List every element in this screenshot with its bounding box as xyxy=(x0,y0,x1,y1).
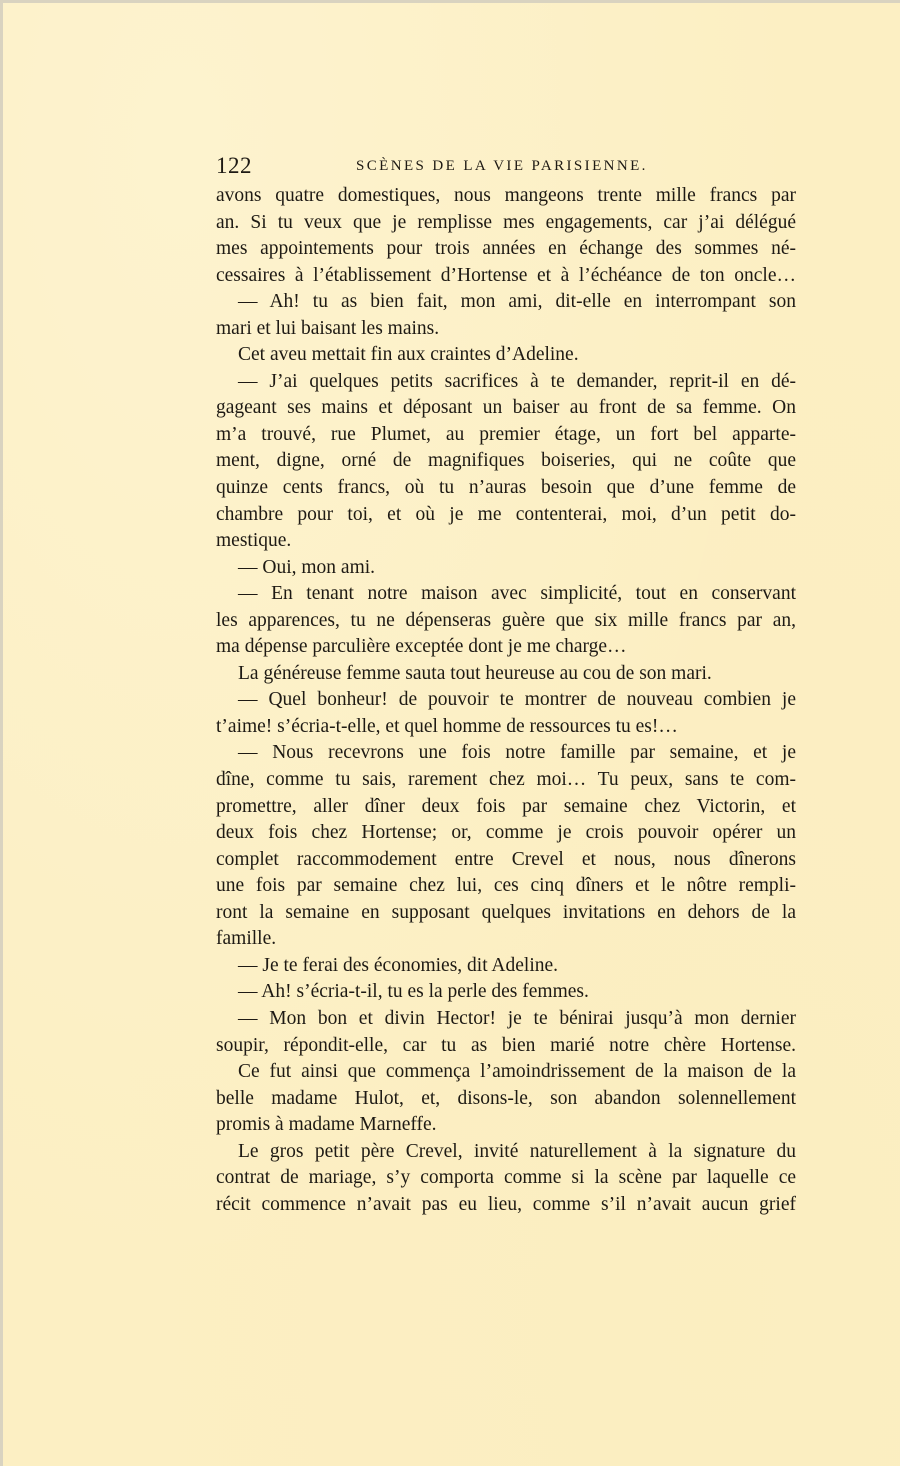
body-text xyxy=(216,183,796,1218)
text-line: chambre pour toi, et où je me contenterai, moi, d’un petit do- xyxy=(216,503,796,525)
text-line: une fois par semaine chez lui, ces cinq dîners et le nôtre rempli- xyxy=(216,875,796,897)
text-line: contrat de mariage, s’y comporta comme si la scène par laquelle ce xyxy=(216,1167,796,1189)
text-line: ma dépense parculière exceptée dont je me charge… xyxy=(216,636,627,658)
text-line: gageant ses mains et déposant un baiser au front de sa femme. On xyxy=(216,397,796,419)
text-line: complet raccommodement entre Crevel et nous, nous dînerons xyxy=(216,848,796,870)
text-line: ment, digne, orné de magnifiques boiseries, qui ne coûte que xyxy=(216,450,796,472)
running-head xyxy=(216,153,796,179)
text-line: cessaires à l’établissement d’Hortense et à l’échéance de ton oncle… xyxy=(216,264,796,286)
text-line: — En tenant notre maison avec simplicité, tout en conservant xyxy=(238,583,796,605)
text-line: an. Si tu veux que je remplisse mes engagements, car j’ai délégué xyxy=(216,211,796,233)
text-line: promis à madame Marneffe. xyxy=(216,1114,437,1136)
text-line: récit commence n’avait pas eu lieu, comme s’il n’avait aucun grief xyxy=(216,1193,796,1215)
text-line: deux fois chez Hortense; or, comme je crois pouvoir opérer un xyxy=(216,822,796,844)
text-line: Cet aveu mettait fin aux craintes d’Adeline. xyxy=(238,344,579,366)
text-line: soupir, répondit-elle, car tu as bien marié notre chère Hortense. xyxy=(216,1034,796,1056)
text-line: dîne, comme tu sais, rarement chez moi… Tu peux, sans te com- xyxy=(216,769,796,791)
text-line: Le gros petit père Crevel, invité naturellement à la signature du xyxy=(238,1140,796,1162)
text-line: — Nous recevrons une fois notre famille par semaine, et je xyxy=(238,742,796,764)
text-line: quinze cents francs, où tu n’auras besoin que d’une femme de xyxy=(216,477,796,499)
text-line: — Oui, mon ami. xyxy=(238,556,376,578)
text-line: mari et lui baisant les mains. xyxy=(216,317,440,339)
text-line: — Ah! s’écria-t-il, tu es la perle des femmes. xyxy=(238,981,589,1003)
text-line: famille. xyxy=(216,928,277,950)
text-line: — Ah! tu as bien fait, mon ami, dit-elle en interrompant son xyxy=(238,291,796,313)
page-number: 122 xyxy=(216,153,252,178)
text-line: mes appointements pour trois années en échange des sommes né- xyxy=(216,238,796,260)
text-line: — J’ai quelques petits sacrifices à te demander, reprit-il en dé- xyxy=(238,370,796,392)
text-line: t’aime! s’écria-t-elle, et quel homme de ressources tu es!… xyxy=(216,715,678,737)
text-line: belle madame Hulot, et, disons-le, son abandon solennellement xyxy=(216,1087,796,1109)
text-line: — Mon bon et divin Hector! je te bénirai jusqu’à mon dernier xyxy=(238,1007,796,1029)
text-line: Ce fut ainsi que commença l’amoindrissement de la maison de la xyxy=(238,1061,796,1083)
text-line: ront la semaine en supposant quelques invitations en dehors de la xyxy=(216,901,796,923)
text-line: mestique. xyxy=(216,530,292,552)
text-line: La généreuse femme sauta tout heureuse au cou de son mari. xyxy=(238,662,712,684)
text-line: promettre, aller dîner deux fois par semaine chez Victorin, et xyxy=(216,795,796,817)
text-line: les apparences, tu ne dépenseras guère que six mille francs par an, xyxy=(216,609,796,631)
text-line: m’a trouvé, rue Plumet, au premier étage, un fort bel apparte- xyxy=(216,423,796,445)
text-line: — Je te ferai des économies, dit Adeline. xyxy=(238,954,559,976)
text-line: — Quel bonheur! de pouvoir te montrer de nouveau combien je xyxy=(238,689,796,711)
text-line: avons quatre domestiques, nous mangeons trente mille francs par xyxy=(216,185,796,206)
running-title: SCÈNES DE LA VIE PARISIENNE. xyxy=(356,158,648,174)
